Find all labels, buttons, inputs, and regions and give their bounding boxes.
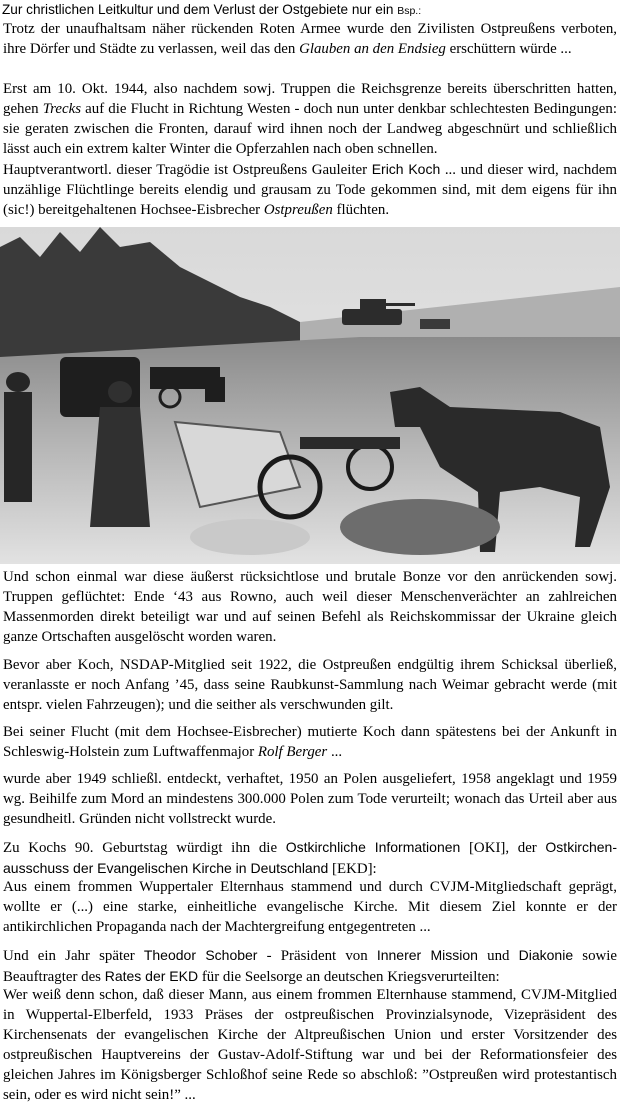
- refugee-trek-photo-icon: [0, 227, 620, 564]
- text-run: flüchten.: [332, 202, 390, 218]
- paragraph-rowno: [3, 567, 617, 647]
- text-run: Und ein Jahr später: [3, 948, 144, 964]
- text-run: sowie Beauftragter des: [3, 948, 618, 985]
- org-oki: Ostkirchliche Informationen: [285, 839, 461, 855]
- paragraph-geburtstag: [3, 837, 617, 879]
- italic-term: Trecks: [42, 101, 82, 117]
- paragraph-quote-schober: [3, 985, 617, 1105]
- text-run: erschüttern würde ...: [445, 41, 572, 57]
- org-diakonie: Diakonie: [518, 947, 574, 963]
- text-run: und: [477, 948, 519, 964]
- page-title-text: Zur christlichen Leitkultur und dem Verlust der Ostgebiete nur ein: [2, 2, 394, 17]
- text-run: auf die Flucht in Richtung Westen - doch nun unter denkbar schlechtesten Bedingungen: sie geraten zwischen die Fronten, darauf wird ihnen noch der Landweg abgeschnürt und schließlich lässt auch ein extrem kalter Winter die Opferzahlen nach oben schnellen.: [3, 101, 617, 157]
- text-run: Bevor aber Koch, NSDAP-Mitglied seit 1922, die Ostpreußen endgültig ihrem Schicksal überließ, veranlasste er noch Anfang ’45, dass seine Raubkunst-Sammlung nach Weimar gebracht werde (mit entspr. vielen Fahrzeugen); und die seither als verschwunden gilt.: [3, 657, 617, 713]
- paragraph-luftwaffenmajor: [3, 722, 617, 762]
- text-run: Zu Kochs 90. Geburtstag würdigt ihn die: [3, 840, 286, 856]
- text-run: für die Seelsorge an deutschen Kriegsverurteilten:: [198, 969, 500, 985]
- paragraph-curfew: [3, 19, 617, 59]
- text-run: [EKD]:: [328, 861, 377, 877]
- text-run: Und schon einmal war diese äußerst rücksichtlose und brutale Bonze vor den anrückenden sowj. Truppen geflüchtet: Ende ‘43 aus Rowno, auch weil dieser Menschenverächter an zahlreichen Massenmorden direkt beteiligt war und auf seinen Befehl als Reichskommissar der Ukraine gleich ganze Ortschaften ausgelöscht worden waren.: [3, 569, 617, 645]
- org-innere-mission: Innerer Mission: [376, 947, 478, 963]
- italic-quote: Glauben an den Endsieg: [299, 41, 446, 57]
- page-title-punct: :: [418, 5, 422, 17]
- text-run: Hauptverantwortl. dieser Tragödie ist Ostpreußens Gauleiter: [3, 162, 372, 178]
- italic-alias: Rolf Berger: [257, 744, 328, 760]
- org-rates-ekd: Rates der EKD: [104, 968, 199, 984]
- text-run: Trotz der unaufhaltsam näher rückenden Roten Armee wurde den Zivilisten Ostpreußens verboten, ihre Dörfer und Städte zu verlassen, weil das den: [3, 21, 617, 57]
- org-ekd: Ostkirchen-ausschuss der Evangelischen Kirche in Deutschland: [3, 839, 617, 876]
- paragraph-raubkunst: [3, 655, 617, 715]
- text-run: Bei seiner Flucht (mit dem Hochsee-Eisbrecher) mutierte Koch dann spätestens bei der Ankunft in Schleswig-Holstein zum Luftwaffenmajor: [3, 724, 617, 760]
- text-run: - Präsident von: [257, 948, 377, 964]
- text-run: wurde aber 1949 schließl. entdeckt, verhaftet, 1950 an Polen ausgeliefert, 1958 angeklagt und 1959 wg. Beihilfe zum Mord an mindestens 300.000 Polen zum Tode verurteilt; wonach das Urteil aber aus gesundheitl. Gründen nicht vollstreckt wurde.: [3, 771, 617, 827]
- text-run: ... und dieser wird, nachdem unzählige Flüchtlinge bereits elendig und grausam zu Tode gekommen sind, mit dem eigens für ihn (sic!) bereitgehaltenen Hochsee-Eisbrecher: [3, 162, 618, 218]
- photo-vehicle: [420, 319, 450, 329]
- text-run: Erst am 10. Okt. 1944, also nachdem sowj. Truppen die Reichsgrenze bereits überschritten hatten, gehen: [3, 81, 617, 117]
- name-theodor-schober: Theodor Schober: [143, 947, 258, 963]
- name-erich-koch: Erich Koch: [371, 161, 441, 177]
- text-run: Aus einem frommen Wuppertaler Elternhaus stammend und durch CVJM-Mitgliedschaft geprägt, wollte er (...) eine starke, einheitliche evangelische Kirche. Mit diesem Ziel konnte er der antikirchlichen Propaganda nach der Machtergreifung entgegentreten ...: [3, 879, 617, 935]
- paragraph-verurteilt: [3, 769, 617, 829]
- italic-ship-name: Ostpreußen: [263, 202, 333, 218]
- paragraph-trecks: [3, 79, 617, 159]
- paragraph-schober: [3, 945, 617, 987]
- paragraph-quote-oki: [3, 877, 617, 937]
- page-title: [2, 0, 618, 21]
- text-run: ...: [327, 744, 343, 760]
- text-run: Wer weiß denn schon, daß dieser Mann, aus einem frommen Elternhause stammend, CVJM-Mitglied in Wuppertal-Elberfeld, 1933 Präses der ostpreußischen Provinzialsynode, Vizepräsident des Kirchensenats der evangelischen Kirche der Altpreußischen Union und erster Vorsitzender des ostpreußischen Hauptvereins der Gustav-Adolf-Stiftung war und bei der Reformationsfeier des gleichen Jahres im Königsberger Schloßhof seine Rede so abschloß: ”Ostpreußen wird protestantisch sein, oder es wird nicht sein!” ...: [3, 987, 617, 1103]
- paragraph-koch: [3, 159, 617, 220]
- page-title-abbrev: Bsp.: [397, 5, 419, 17]
- text-run: [OKI], der: [460, 840, 546, 856]
